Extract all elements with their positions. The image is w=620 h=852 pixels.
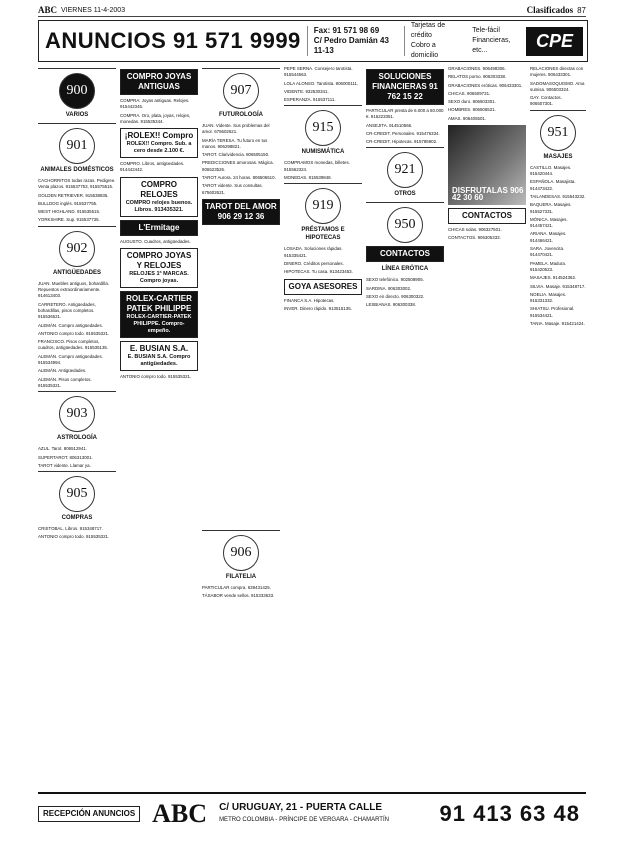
ad-text: SUPERTAROT. 806313001. [38,454,93,460]
section-number: 907 [223,73,259,109]
ad-text: COMPRO. Libros, antigüedades. 914442442. [120,161,185,173]
banner-address-block [307,26,405,56]
section-number: 906 [223,535,259,571]
ad-text: ROLEX-CARTIER-PATEK PHILIPPE. Compro-empeño. [126,314,192,335]
banner-bullet: Cobro a domicilio [410,42,439,59]
photo-ad [448,125,526,205]
ad-text: YORKSHIRE. Sup. 915537735. [38,217,100,223]
section-label: VARIOS [65,112,89,118]
ad-text: COMPRA: Joyas antiguas. Relojes. 915442345. [120,98,190,110]
ad-text: COMPRO relojes buenos. Libros. 913435321. [125,199,193,213]
ad-text: ANTONIO compro todo. 915535321. [38,534,110,540]
ad-text: CASTILLO. Masajes. 915420444. [530,164,572,177]
ad-text: COMPRA. Oro, plata, joyas, relojes, monedas. 915535344. [120,112,191,124]
column-6 [448,66,526,786]
ad-text: SILVIA. Masaje. 915348717. [530,283,586,289]
footer-banner [38,792,586,834]
ad-text: BAQUERA. Masajes. 915527331. [530,202,572,214]
banner-bullet: Tele-fácil [472,27,500,34]
ad-title: TAROT DEL AMOR 906 29 12 36 [205,201,277,221]
ad-text: MÓNICA. Masajes. 914457421. [530,216,568,229]
section-number: 903 [59,396,95,432]
ad-text: PARTICULAR compra. 639431425. [202,584,271,590]
display-ad [120,69,198,95]
banner-bullet: Financieras, etc... [472,37,511,54]
section-label: PRÉSTAMOS E HIPOTECAS [301,227,345,242]
ad-text: CHICAS. 906509731. [448,90,491,96]
ad-text: AMAS. 906405501. [448,115,487,121]
ad-text: FRANCISCO. Pisos completos, cuadros, antigüedades. 915535135. [38,339,109,351]
display-ad [120,220,198,236]
cpe-logo: CPE [526,27,583,56]
column-1 [38,66,116,786]
section-number: 950 [387,207,423,243]
ad-text: RELATOS porno. 906303338. [448,74,507,80]
ad-text: TÁSABOR vende sellos. 915333633. [202,593,275,599]
ad-text: INVER. Dinero rápido. 913515135. [284,305,352,311]
section-number: 902 [59,231,95,267]
section-label-box [366,246,444,262]
banner-title: ANUNCIOS 91 571 9999 [45,28,301,53]
ad-text: MONEDAS. 915539848. [284,175,332,181]
banner-address: C/ Pedro Damián 43 11-13 [313,36,389,55]
ad-text: PARTICULAR presta de 6.000 a 60.000 €. 916223351. [366,108,444,120]
ad-text: CHICAS solas. 906327501. [448,227,502,233]
ad-text: MASAJES. 914524362. [530,275,577,281]
ad-text: JUAN. Muebles antiguos, bohardilla. Repuestos extraordinariamente. 914613403. [38,280,110,299]
ad-text: TAILANDESAS. 915543232. [530,193,586,199]
ad-title: ROLEX-CARTIER PATEK PHILIPPE [126,294,192,314]
ad-text: LOLA ALONSO. Tarotista. 806000111. [284,80,359,86]
section-901 [38,123,116,174]
section-number: 921 [387,152,423,188]
page-header [38,4,586,17]
section-label: ANTIGÜEDADES [52,269,101,276]
ad-title: ¡ROLEX!! Compro [124,131,194,141]
ad-text: TANIA. Masaje. 915421424. [530,321,585,327]
ad-text: GOLDEN RETRIEVER. 915538835. [38,192,109,198]
filler-space [202,228,280,528]
display-ad [202,199,280,225]
display-ad [120,248,198,288]
ad-text: HOMBRES. 806506521. [448,107,496,113]
section-902 [38,226,116,277]
ad-text: TAROT vidente. Sus consultas. 675602621. [202,183,263,195]
ad-text: RELACIONES directas con mujeres. 906433301. [530,66,584,78]
section-label: ASTROLOGÍA [57,435,97,442]
section-label: CONTACTOS [380,249,430,259]
section-number: 919 [305,188,341,224]
ad-text: SARDINA. 906303002. [366,285,412,291]
ad-title: COMPRO JOYAS ANTIGUAS [126,72,192,91]
ad-text: NOELIA. Masajes. 915331332. [530,291,567,304]
ad-text: SEXO telefónico. 902508905. [366,277,424,283]
footer-phone: 91 413 63 48 [439,801,580,826]
banner-fax: Fax: 91 571 98 69 [313,26,380,35]
ad-text: ALEMÁN. Compro antigüedades. 915534994. [38,353,103,366]
ad-text: AZUL. Tarot. 806512941. [38,446,87,452]
ad-text: LESBIANAS. 906300338. [366,302,417,308]
ad-text: BULLDOG inglés. 915537755. [38,200,98,206]
section-951 [530,110,586,161]
ad-title: SOLUCIONES FINANCIERAS 91 762 15 22 [372,72,438,101]
ad-title: GOYA ASESORES [288,281,358,291]
section-906 [202,530,280,581]
ad-title: E. BUSIAN S.A. [129,344,189,354]
footer-transit: METRO COLOMBIA - PRÍNCIPE DE VERGARA - CHAMARTÍN [219,817,389,823]
ad-text: SEXO en directo. 906300322. [366,294,425,300]
ad-text: CONTACTOS. 906305333. [448,235,501,241]
ad-text: CR-CREDIT. Hipotecas. 915785902. [366,139,438,145]
ad-text: MARÍA TERESA. Tu futuro en tus manos. 906298821. [202,137,268,149]
section-sublabel: LÍNEA ERÓTICA [381,266,429,273]
ad-text: SHIATSU. Profesional. 915534421. [530,306,575,318]
ad-text: COMPRAMOS monedas, billetes. 915562324. [284,160,350,172]
display-ad [120,128,198,158]
ad-text: LOSADA. Soluciones rápidas. 915335421. [284,246,343,258]
page-number: 87 [577,5,586,15]
ad-text: TAROT. Clarividencia. 806505150. [202,152,270,158]
ad-text: WEST HIGHLAND. 915535515. [38,209,101,215]
section-label: ANIMALES DOMÉSTICOS [40,167,114,173]
footer-location [219,802,389,826]
section-title: Clasificados [526,5,574,15]
section-950 [366,202,444,273]
banner-bullets [466,26,526,56]
column-7 [530,66,586,786]
display-ad [120,291,198,338]
ad-text: E. BUSIAN S.A. Compro antigüedades. [127,354,191,368]
ad-text: ARIANA. Masajes. 914466421. [530,231,567,243]
ad-text: ESPAÑOLA. Masajista. 914473422. [530,179,576,191]
ad-text: PREDICCIONES amorosas. Mágica. 806523526. [202,160,274,172]
ad-text: ANSEJITA. 914510566. [366,122,413,128]
ad-text: SARA. Jovencita. 914470421. [530,246,565,258]
ad-text: AUGUSTO. Cuadros, antigüedades. [120,238,191,244]
ad-text: PAMELA. Madura. 915420523. [530,260,567,272]
column-3 [202,66,280,786]
section-915 [284,105,362,156]
section-label: COMPRAS [61,515,93,522]
section-number: 900 [59,73,95,109]
section-label: MASAJES [543,153,573,160]
ad-text: SEXO duro. 806503301. [448,99,496,105]
ad-text: GRABACIONES. 906498306. [448,66,506,71]
ad-text: HIPOTECAS. Tu casa. 913423453. [284,269,353,275]
section-919 [284,183,362,242]
section-label: OTROS [394,191,416,198]
ad-title: L'Ermitage [138,222,180,232]
page-date: VIERNES 11-4-2003 [61,6,126,14]
column-4 [284,66,362,786]
ad-text: ESPERANZA. 915537111. [284,97,336,103]
paper-name: ABC [38,5,58,15]
ad-text: FINANCA S.A. Hipotecas. [284,297,335,303]
section-921 [366,147,444,198]
section-905 [38,471,116,522]
section-number: 901 [59,128,95,164]
section-label: NUMISMÁTICA [301,149,345,156]
section-label: FUTUROLOGÍA [219,112,263,118]
ad-text: TAROT vidente. Llamar ya. [38,462,91,468]
ad-title: COMPRO RELOJES [140,179,178,199]
ad-text: GRABACIONES eróticas. 906433301. [448,82,523,88]
ad-text: ALEMÁN. Pisos completos. 915535321. [38,376,92,388]
column-2 [120,66,198,786]
display-ad [120,177,198,217]
ad-text: ANTONIO compro todo. 915535321. [120,374,192,380]
ad-text: CACHORRITOS todas razas. Pedigree. Venta plazos. 915537753, 915575515. [38,178,116,190]
banner-bullet: Tarjetas de crédito [410,22,446,39]
column-5 [366,66,444,786]
ad-text: CARRETERO. Antigüedades, bohardillas, pisos completos. 915536521. [38,301,96,320]
ad-text: RELOJES 1ª MARCAS. Compro joyas. [129,271,189,285]
ad-text: ROLEX!! Compro. Sub. a cero desde 2.100 €. [126,141,192,155]
footer-address: C/ URUGUAY, 21 - PUERTA CALLE [219,802,383,813]
ad-title: COMPRO JOYAS Y RELOJES [126,251,192,271]
ad-text: GAY. Contactos. 906507301. [530,95,562,107]
reception-label: RECEPCIÓN ANUNCIOS [38,806,140,822]
section-number: 915 [305,110,341,146]
ad-text: ALEMÁN. Compro antigüedades. [38,322,103,328]
ad-text: PEPE SERNA. Consejero tarotista. 915544563. [284,66,353,78]
ad-text: VIDENTE. 932530341. [284,88,329,94]
section-903 [38,391,116,442]
ad-text: DINERO. Créditos personales. [284,260,344,266]
display-ad [284,279,362,295]
section-number: 905 [59,476,95,512]
ad-text: CRISTOBAL. Libros. 915348717. [38,526,103,532]
abc-logo: ABC [152,799,208,828]
ad-title: CONTACTOS [462,211,512,221]
section-900 [38,68,116,119]
display-ad [448,208,526,224]
top-banner [38,20,588,62]
section-907 [202,68,280,119]
photo-ad-caption: DISFRUTALAS 906 42 30 60 [452,186,524,202]
banner-bullets [405,21,466,61]
display-ad [366,69,444,105]
section-label: FILATELIA [225,573,257,580]
display-ad [120,341,198,371]
ad-text: SADOMASOQUISMO. Ama sumisa. 906503324. [530,80,585,92]
ad-text: CR-CREDIT. Personales. 915476334. [366,130,440,136]
ad-text: TAROT Aurora. 24 horas. 806506510. [202,175,276,181]
section-number: 951 [540,115,576,151]
ad-text: ANTONIO compro todo. 915535321. [38,330,110,336]
ad-text: JUAN. Vidente. Sus problemas del amor. 675602621. [202,123,270,135]
ad-text: ALEMÁN. Antigüedades. [38,368,87,374]
